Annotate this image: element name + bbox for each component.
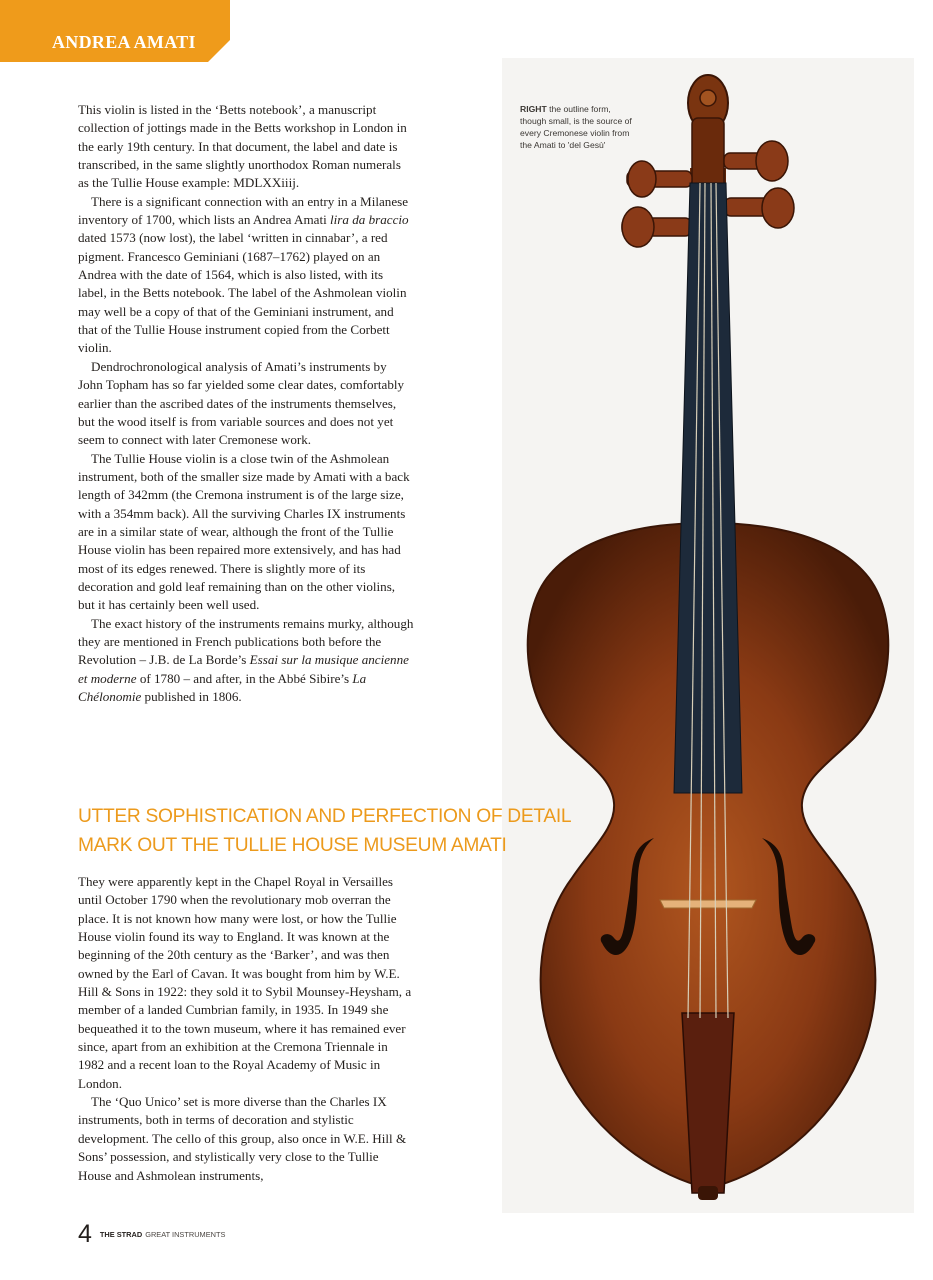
paragraph: This violin is listed in the ‘Betts notebook’, a manuscript collection of jottings made in the Betts workshop in London in the early 19th century. In that document, the label and date is transcribed, in the same slightly unorthodox Roman numerals as the Tullie House example: MDLXXiiij. bbox=[78, 102, 407, 191]
bridge bbox=[660, 900, 756, 908]
pull-quote-line: MARK OUT THE TULLIE HOUSE MUSEUM AMATI bbox=[78, 834, 507, 856]
paragraph: The Tullie House violin is a close twin of the Ashmolean instrument, both of the smaller size made by Amati with a back length of 342mm (the Cremona instrument is of the large size, with a 354mm back). All the surviving Charles IX instruments are in a similar state of wear, although the front of the Tullie House violin has been repaired more extensively, and has had most of its edges renewed. There is slightly more of its decoration and gold leaf remaining than on the other violins, but it has certainly been well used. bbox=[78, 450, 410, 613]
caption-text: the outline form, though small, is the source of every Cremonese violin from the Amati to 'del Gesù' bbox=[520, 104, 632, 150]
paragraph: Dendrochronological analysis of Amati’s instruments by John Topham has so far yielded some clear dates, comfortably earlier than the ascribed dates of the instruments themselves, but the wood itself is from variable sources and does not yet seem to connect with later Cremonese work. bbox=[78, 358, 405, 448]
violin-photo bbox=[502, 58, 914, 1218]
section-title: ANDREA AMATI bbox=[52, 32, 196, 52]
paragraph: There is a significant connection with an entry in a Milanese inventory of 1700, which lists an Andrea Amati lira da braccio dated 1573 (now lost), the label ‘written in cinnabar’, a red pigment. Francesco Geminiani (1687–1762) played on an Andrea with the date of 1564, which is also listed, with its label, in the Betts notebook. The label of the Ashmolean violin may well be a copy of that of the Geminiani instrument, and that of the Tullie House instrument copied from the Corbett violin. bbox=[78, 193, 409, 356]
caption-lead: RIGHT bbox=[520, 104, 547, 114]
fingerboard bbox=[674, 183, 742, 793]
magazine-brand: THE STRAD bbox=[99, 1230, 143, 1239]
body-column-b bbox=[78, 873, 414, 1185]
paragraph: The ‘Quo Unico’ set is more diverse than the Charles IX instruments, both in terms of decoration and stylistic development. The cello of this group, also once in W.E. Hill & Sons’ possession, and stylistically very close to the Tullie House and Ashmolean instruments, bbox=[78, 1094, 407, 1183]
pull-quote-line: UTTER SOPHISTICATION AND PERFECTION OF DETAIL bbox=[78, 806, 572, 827]
paragraph: They were apparently kept in the Chapel Royal in Versailles until October 1790 when the revolutionary mob overran the place. It is not known how many were lost, or how the Tullie House violin found its way to England. It was known at the beginning of the 20th century as the ‘Barker’, and was then owned by the Earl of Cavan. It was bought from him by W.E. Hill & Sons in 1922: they sold it to Sybil Mounsey-Heysham, a member of a landed Cumbrian family, in 1935. In 1949 she bequeathed it to the town museum, where it has remained ever since, apart from an exhibition at the Cremona Triennale in 1982 and a recent loan to the Royal Academy of Music in London. bbox=[78, 874, 412, 1091]
body-column-a bbox=[78, 101, 414, 706]
tailpiece bbox=[682, 1013, 734, 1193]
page-number: 4 bbox=[78, 1220, 92, 1248]
photo-caption bbox=[520, 103, 632, 151]
paragraph: The exact history of the instruments remains murky, although they are mentioned in French publications both before the Revolution – J.B. de La Borde’s Essai sur la musique ancienne et moderne of 1780 – and after, in the Abbé Sibire’s La Chélonomie published in 1806. bbox=[78, 615, 414, 704]
pull-quote bbox=[78, 803, 638, 860]
page-footer bbox=[78, 1220, 225, 1250]
magazine-section: GREAT INSTRUMENTS bbox=[145, 1230, 226, 1239]
